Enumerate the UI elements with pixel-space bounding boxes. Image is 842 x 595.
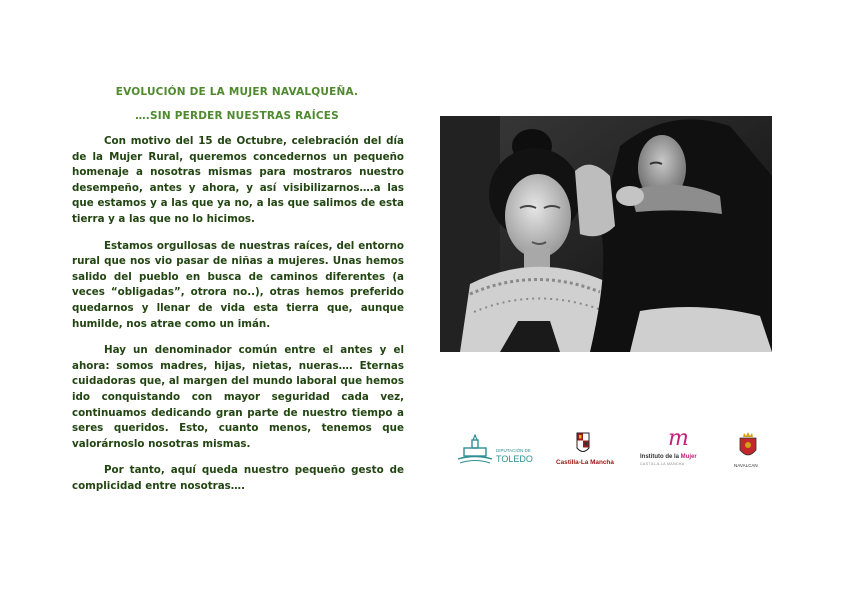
toledo-line1: DIPUTACIÓN DE (496, 448, 531, 453)
mujer-line1-em: Mujer (680, 454, 697, 460)
historical-photo (440, 116, 772, 352)
toledo-emblem-icon (458, 434, 492, 464)
page-subtitle: ….SIN PERDER NUESTRAS RAÍCES (135, 110, 339, 122)
paragraph-4: Por tanto, aquí queda nuestro pequeño gesto de complicidad entre nosotras…. (72, 464, 404, 492)
paragraph-2: Estamos orgullosas de nuestras raíces, del entorno rural que nos vio pasar de niñas a mujeres. Unas hemos salido del pueblo en busca de caminos diferentes (a veces “obligadas”, otrora no..), otras hemos preferido quedarnos y llenar de vida esta tierra que, aunque humilde, nos atrae como un imán. (72, 239, 404, 330)
paragraph-3: Hay un denominador común entre el antes y el ahora: somos madres, hijas, nietas, nueras…. Eternas cuidadoras que, al margen del mundo laboral que hemos ido conquistando con mayor seguridad cada vez, continuamos dedicando gran parte de nuestro tiempo a seres queridos. Esto, cuanto menos, tenemos que valorárnoslo nosotras mismas. (72, 344, 404, 450)
clm-text: Castilla-La Mancha (556, 459, 614, 466)
castilla-la-mancha-logo (556, 432, 614, 472)
mujer-line1-text: Instituto de la (640, 454, 681, 460)
mujer-mark-icon: m (668, 426, 689, 451)
mujer-line1 (640, 454, 697, 460)
toledo-line2: TOLEDO (496, 454, 533, 464)
navalcan-logo (734, 432, 764, 472)
body-text (72, 134, 404, 505)
paragraph-1: Con motivo del 15 de Octubre, celebración del día de la Mujer Rural, queremos concedernos un pequeño homenaje a nosotras mismas para mostraros nuestro desempeño, antes y ahora, y así visibilizarnos….a las que estamos y a las que ya no, a las que salimos de esta tierra y a las que no lo hicimos. (72, 135, 404, 225)
page-title: EVOLUCIÓN DE LA MUJER NAVALQUEÑA. (115, 86, 359, 98)
instituto-mujer-logo (640, 426, 710, 472)
mujer-line2: CASTILLA-LA MANCHA (640, 462, 685, 466)
navalcan-shield-icon (738, 432, 758, 460)
navalcan-text: NAVALCAN (734, 463, 758, 468)
toledo-logo (458, 432, 532, 472)
clm-shield-icon (576, 432, 590, 456)
